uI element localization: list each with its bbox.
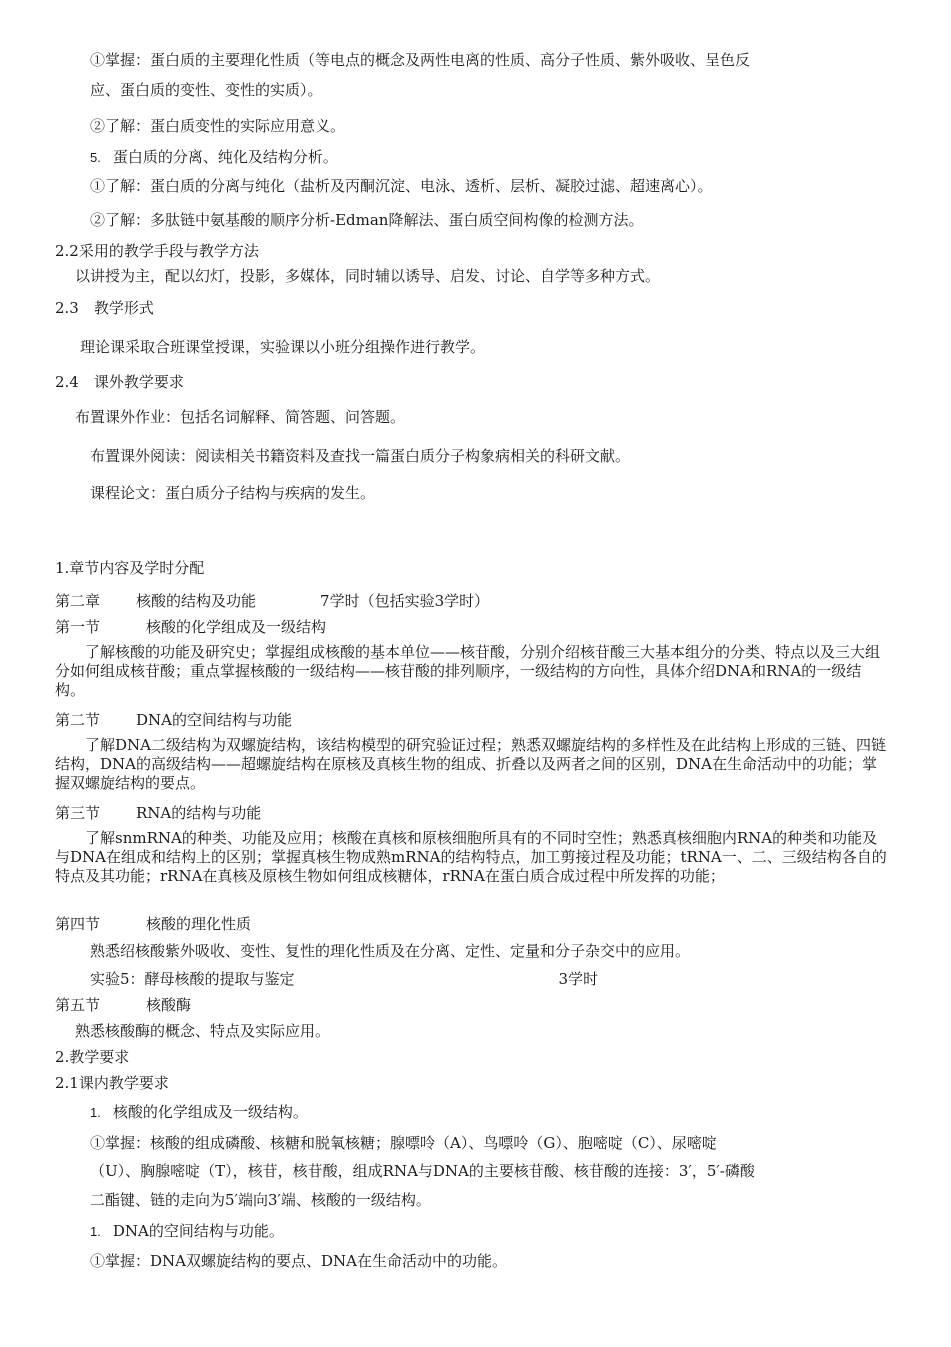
text-line: 课程论文：蛋白质分子结构与疾病的发生。 — [90, 484, 376, 502]
subsection-heading — [55, 995, 191, 1015]
text-line: （U）、胸腺嘧啶（T），核苷，核苷酸，组成RNA与DNA的主要核苷酸、核苷酸的连接：3′，5′-磷酸 — [90, 1162, 755, 1180]
text-line: 熟悉核酸酶的概念、特点及实际应用。 — [75, 1022, 331, 1040]
subsection-heading — [55, 803, 261, 823]
experiment-title: 实验5：酵母核酸的提取与鉴定 — [90, 970, 295, 988]
text-line: ②了解：多肽链中氨基酸的顺序分析-Edman降解法、蛋白质空间构像的检测方法。 — [90, 211, 644, 229]
subsection-title: RNA的结构与功能 — [136, 804, 262, 822]
subsection-title: DNA的空间结构与功能 — [136, 711, 293, 729]
item-text: DNA的空间结构与功能。 — [112, 1222, 284, 1240]
subsection-heading — [55, 710, 292, 730]
text-line: ①掌握：DNA双螺旋结构的要点、DNA在生命活动中的功能。 — [90, 1252, 507, 1270]
paragraph: 了解snmRNA的种类、功能及应用；核酸在真核和原核细胞所具有的不同时空性；熟悉真核细胞内RNA的种类和功能及与DNA在组成和结构上的区别；掌握真核生物成熟mRNA的结构特点，加工剪接过程及功能；tRNA一、二、三级结构各自的特点及其功能；rRNA在真核及原核生物如何组成核糖体，rRNA在蛋白质合成过程中所发挥的功能； — [55, 829, 887, 885]
chapter-hours: 7学时（包括实验3学时） — [320, 592, 490, 610]
experiment-hours: 3学时 — [558, 970, 599, 988]
section-heading: 2.3 教学形式 — [55, 299, 154, 317]
item-number: 1. — [90, 1105, 101, 1120]
section-heading: 2.2采用的教学手段与教学方法 — [55, 242, 259, 260]
item-number: 1. — [90, 1224, 101, 1239]
text-line: 布置课外作业：包括名词解释、简答题、问答题。 — [75, 408, 406, 426]
subsection-heading — [55, 914, 251, 934]
section-heading: 2.4 课外教学要求 — [55, 373, 184, 391]
item-number: 5. — [90, 150, 101, 165]
subsection-number: 第五节 — [55, 996, 101, 1014]
section-heading: 1.章节内容及学时分配 — [55, 559, 205, 577]
paragraph: 了解核酸的功能及研究史；掌握组成核酸的基本单位——核苷酸，分别介绍核苷酸三大基本组分的分类、特点以及三大组分如何组成核苷酸；重点掌握核酸的一级结构——核苷酸的排列顺序，一级结构的方向性，具体介绍DNA和RNA的一级结构。 — [55, 643, 881, 699]
chapter-number: 第二章 — [55, 592, 101, 610]
numbered-item — [90, 147, 338, 168]
subsection-number: 第一节 — [55, 618, 101, 636]
numbered-item — [90, 1221, 284, 1242]
item-text: 蛋白质的分离、纯化及结构分析。 — [112, 148, 338, 166]
subsection-heading — [55, 617, 326, 637]
subsection-number: 第二节 — [55, 711, 101, 729]
text-line: ①掌握：蛋白质的主要理化性质（等电点的概念及两性电离的性质、高分子性质、紫外吸收、呈色反 — [90, 51, 751, 69]
chapter-heading — [55, 591, 489, 611]
text-line: 熟悉绍核酸紫外吸收、变性、复性的理化性质及在分离、定性、定量和分子杂交中的应用。 — [90, 942, 691, 960]
subsection-number: 第四节 — [55, 915, 101, 933]
subsection-title: 核酸的化学组成及一级结构 — [146, 618, 327, 636]
paragraph: 了解DNA二级结构为双螺旋结构，该结构模型的研究验证过程；熟悉双螺旋结构的多样性及在此结构上形成的三链、四链结构，DNA的高级结构——超螺旋结构在原核及真核生物的组成、折叠以及两者之间的区别，DNA在生命活动中的功能；掌握双螺旋结构的要点。 — [55, 736, 886, 792]
subsection-number: 第三节 — [55, 804, 101, 822]
experiment-line — [90, 969, 598, 989]
text-line: 应、蛋白质的变性、变性的实质）。 — [90, 81, 323, 99]
text-line: 理论课采取合班课堂授课，实验课以小班分组操作进行教学。 — [80, 338, 486, 356]
item-text: 核酸的化学组成及一级结构。 — [112, 1103, 308, 1121]
text-line: ①掌握：核酸的组成磷酸、核糖和脱氧核糖；腺嘌呤（A）、鸟嘌呤（G）、胞嘧啶（C）、尿嘧啶 — [90, 1134, 717, 1152]
section-heading: 2.教学要求 — [55, 1048, 130, 1066]
text-line: ②了解：蛋白质变性的实际应用意义。 — [90, 117, 346, 135]
text-line: 二酯键、链的走向为5′端向3′端、核酸的一级结构。 — [90, 1191, 431, 1209]
numbered-item — [90, 1102, 308, 1123]
text-line: ①了解：蛋白质的分离与纯化（盐析及丙酮沉淀、电泳、透析、层析、凝胶过滤、超速离心）。 — [90, 177, 713, 195]
subsection-title: 核酸的理化性质 — [146, 915, 252, 933]
section-heading: 2.1课内教学要求 — [55, 1074, 169, 1092]
chapter-title: 核酸的结构及功能 — [136, 592, 257, 610]
subsection-title: 核酸酶 — [146, 996, 192, 1014]
text-line: 以讲授为主，配以幻灯，投影，多媒体，同时辅以诱导、启发、讨论、自学等多种方式。 — [75, 267, 661, 285]
text-line: 布置课外阅读：阅读相关书籍资料及查找一篇蛋白质分子构象病相关的科研文献。 — [90, 447, 631, 465]
